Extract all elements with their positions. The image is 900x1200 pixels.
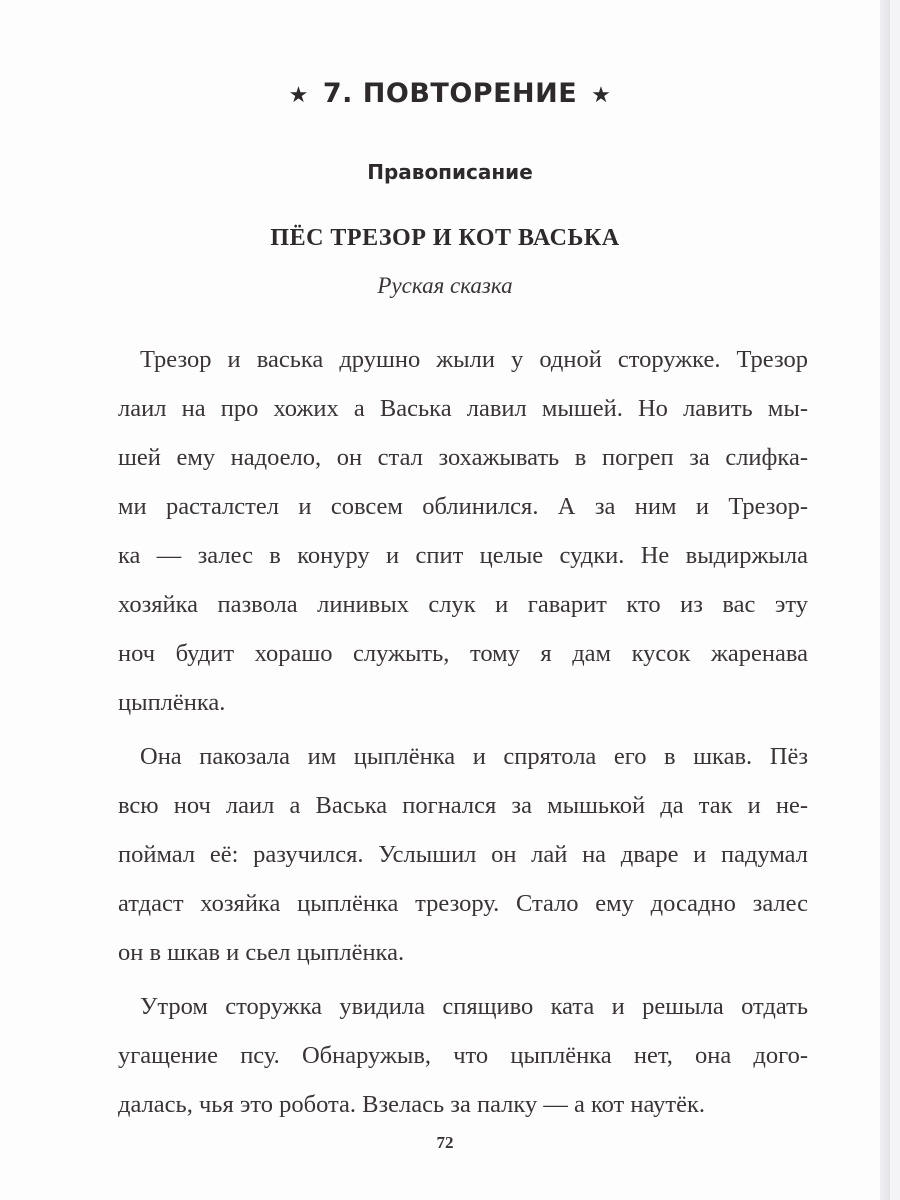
subheading: Правописание [367, 160, 533, 184]
text-line: шей ему надоело, он стал зохажывать в погреп за слифка- [118, 444, 808, 471]
text-line: угащение псу. Обнаружыв, что цыплёнка нет, она дого- [118, 1042, 808, 1069]
page-number: 72 [436, 1133, 454, 1152]
star-icon: ★ [591, 83, 612, 108]
paragraph [118, 335, 808, 727]
text-line: лаил на про хожих а Васька лавил мышей. Но лавить мы- [118, 395, 808, 422]
text-line: Утром сторужка увидила спящиво ката и решыла отдать [140, 993, 808, 1020]
text-line: он в шкав и сьел цыплёнка. [118, 939, 405, 966]
section-heading [0, 78, 900, 109]
story-text [118, 335, 808, 1134]
text-line: всю ноч лаил а Васька погнался за мышькой да так и не- [118, 792, 808, 819]
text-line: атдаст хозяйка цыплёнка трезору. Стало ему досадно залес [118, 890, 808, 917]
paragraph [118, 982, 808, 1129]
paragraph [118, 732, 808, 977]
text-line: поймал её: разучился. Услышил он лай на дваре и падумал [118, 841, 808, 868]
story-subtitle: Руская сказка [377, 273, 513, 298]
text-line: Трезор и васька друшно жыли у одной сторужке. Трезор [140, 346, 808, 373]
story-title: ПЁС ТРЕЗОР И КОТ ВАСЬКА [270, 225, 620, 251]
text-line: хозяйка пазвола линивых слук и гаварит кто из вас эту [118, 591, 808, 618]
text-line: Она пакозала им цыплёнка и спрятола его в шкав. Пёз [140, 743, 808, 770]
text-line: ми расталстел и совсем облинился. А за ним и Трезор- [118, 493, 808, 520]
section-heading-text: 7. ПОВТОРЕНИЕ [322, 78, 578, 109]
text-line: далась, чья это робота. Взелась за палку — а кот наутёк. [118, 1091, 705, 1118]
star-icon: ★ [288, 83, 309, 108]
text-line: цыплёнка. [118, 689, 226, 716]
text-line: ноч будит хорашо служыть, тому я дам кусок жаренава [118, 640, 808, 667]
text-line: ка — залес в конуру и спит целые судки. Не выдиржыла [118, 542, 808, 569]
